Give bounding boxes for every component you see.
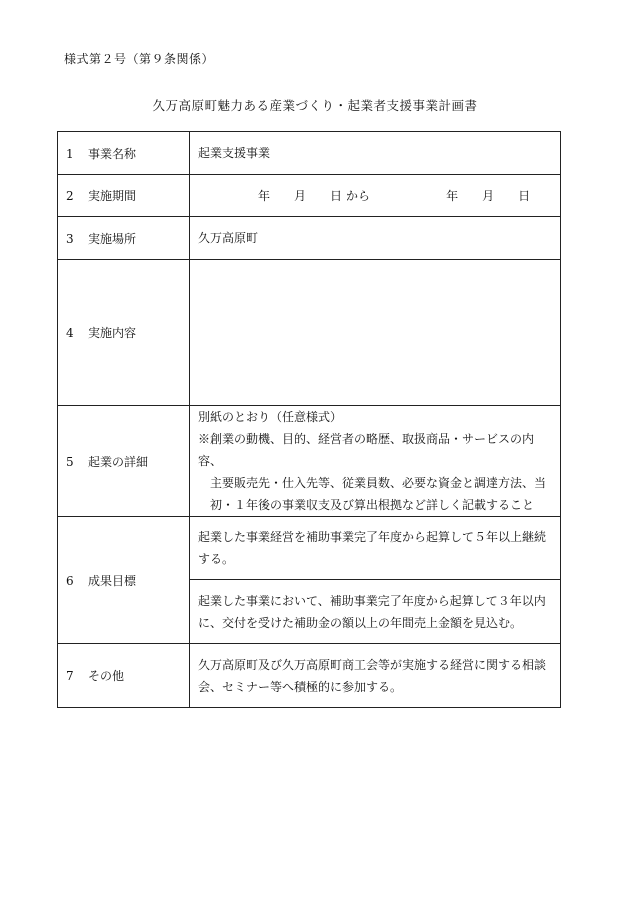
row-label: 実施場所 bbox=[88, 231, 137, 246]
row-number: 7 bbox=[66, 669, 74, 683]
row-label: 起業の詳細 bbox=[88, 454, 149, 469]
row-label: 実施内容 bbox=[88, 326, 137, 340]
row-number: 4 bbox=[66, 326, 74, 340]
row-label: 成果目標 bbox=[88, 573, 137, 588]
row-details bbox=[58, 406, 561, 517]
label-cell bbox=[58, 260, 190, 406]
row-number: 1 bbox=[66, 146, 74, 161]
end-year: 年 bbox=[446, 188, 459, 203]
other-value[interactable]: 久万高原町及び久万高原町商工会等が実施する経営に関する相談会、セミナー等へ積極的に参加する。 bbox=[190, 644, 561, 708]
label-cell bbox=[58, 217, 190, 260]
start-month: 月 bbox=[294, 188, 307, 203]
label-cell bbox=[58, 406, 190, 517]
period-value[interactable] bbox=[190, 175, 561, 217]
details-note: ※創業の動機、目的、経営者の略歴、取扱商品・サービスの内容、 bbox=[198, 432, 535, 468]
row-goals bbox=[58, 517, 561, 580]
details-value[interactable] bbox=[190, 406, 561, 517]
form-number: 様式第２号（第９条関係） bbox=[64, 52, 215, 66]
row-location bbox=[58, 217, 561, 260]
project-name-value[interactable]: 起業支援事業 bbox=[190, 132, 561, 175]
details-line: 別紙のとおり（任意様式） bbox=[198, 410, 343, 424]
row-number: 6 bbox=[66, 573, 74, 588]
goal-1-value[interactable]: 起業した事業経営を補助事業完了年度から起算して５年以上継続する。 bbox=[190, 517, 561, 580]
row-number: 3 bbox=[66, 231, 74, 246]
label-cell bbox=[58, 175, 190, 217]
row-label: その他 bbox=[88, 669, 125, 683]
content-value[interactable] bbox=[190, 260, 561, 406]
label-cell bbox=[58, 644, 190, 708]
start-day: 日 bbox=[330, 188, 343, 203]
document-title: 久万高原町魅力ある産業づくり・起業者支援事業計画書 bbox=[152, 98, 478, 113]
end-day: 日 bbox=[518, 188, 531, 203]
end-month: 月 bbox=[482, 188, 495, 203]
details-note: 初・１年後の事業収支及び算出根拠など詳しく記載すること bbox=[210, 498, 535, 512]
row-label: 事業名称 bbox=[88, 146, 137, 161]
plan-table bbox=[57, 131, 561, 708]
details-note: 主要販売先・仕入先等、従業員数、必要な資金と調達方法、当 bbox=[210, 476, 547, 490]
row-content bbox=[58, 260, 561, 406]
row-other bbox=[58, 644, 561, 708]
from-label: から bbox=[346, 188, 371, 203]
row-period bbox=[58, 175, 561, 217]
goal-2-value[interactable]: 起業した事業において、補助事業完了年度から起算して３年以内に、交付を受けた補助金の額以上の年間売上金額を見込む。 bbox=[190, 580, 561, 644]
row-number: 5 bbox=[66, 454, 74, 469]
location-value[interactable]: 久万高原町 bbox=[190, 217, 561, 260]
start-year: 年 bbox=[258, 188, 271, 203]
row-label: 実施期間 bbox=[88, 189, 137, 203]
label-cell bbox=[58, 132, 190, 175]
row-project-name bbox=[58, 132, 561, 175]
label-cell bbox=[58, 517, 190, 644]
row-number: 2 bbox=[66, 189, 74, 203]
